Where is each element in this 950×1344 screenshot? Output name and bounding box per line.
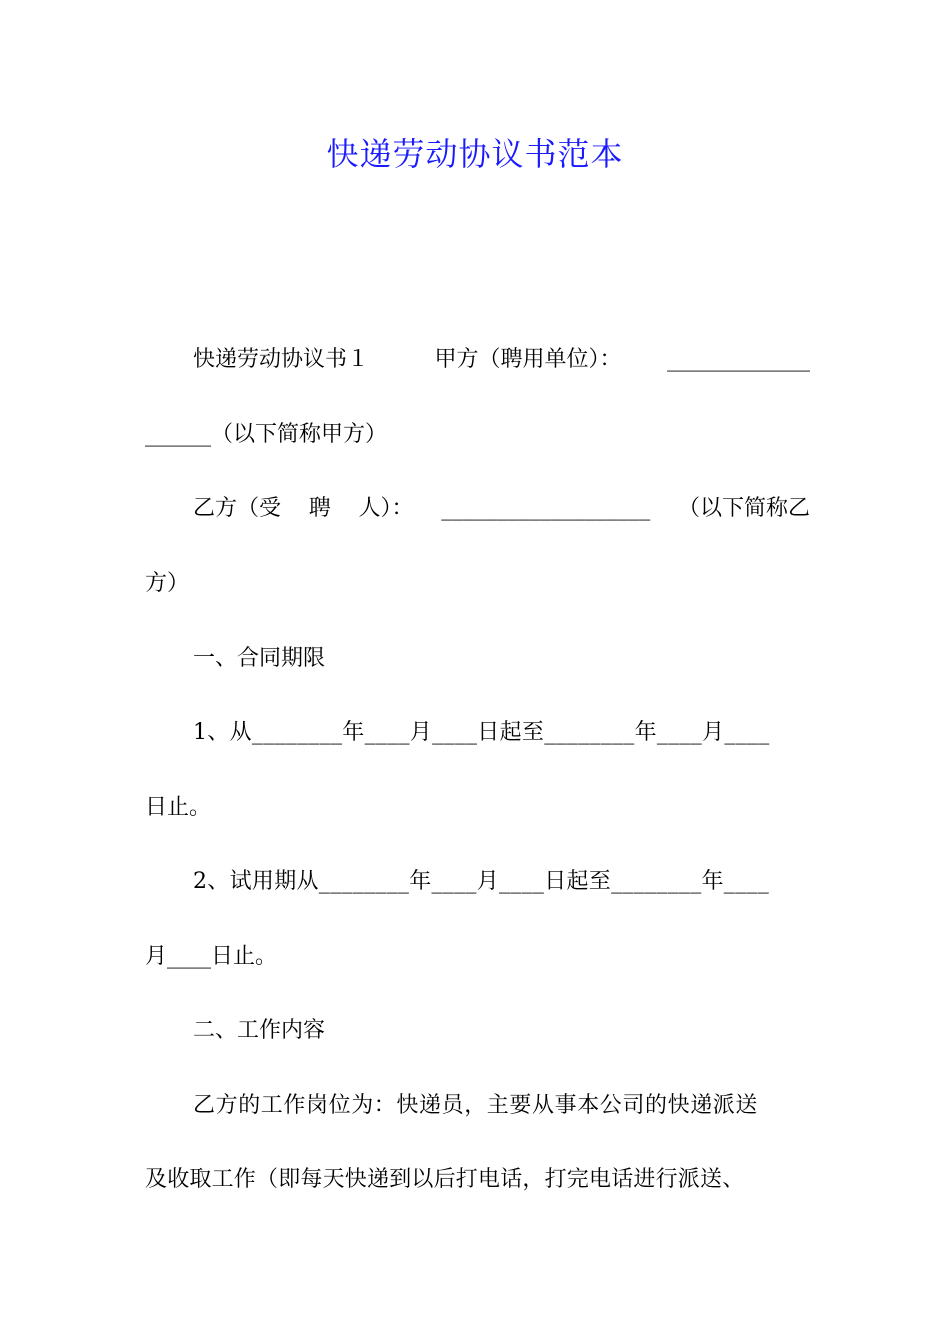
party-a-line [193, 345, 810, 375]
party-b-label-a: 乙方（受 [193, 496, 282, 521]
party-a-blank: _____________ [667, 347, 810, 372]
party-b-blank: ___________________ [441, 496, 651, 521]
work-content-line-2: 及收取工作（即每天快递到以后打电话，打完电话进行派送、 [145, 1167, 745, 1192]
party-b-label-b: 聘 [308, 496, 331, 521]
section-heading-term: 一、合同期限 [193, 646, 326, 671]
party-b-line [193, 494, 810, 524]
agreement-label: 快递劳动协议书１ [193, 347, 370, 372]
probation-line: 2、试用期从________年____月____日起至________年____ [193, 869, 769, 894]
party-b-abbrev-line: 方） [145, 571, 190, 596]
party-b-abbrev: （以下简称乙 [677, 496, 810, 521]
contract-term-end-line: 日止。 [145, 795, 212, 820]
document-title: 快递劳动协议书范本 [326, 135, 624, 173]
work-content-line-1: 乙方的工作岗位为：快递员，主要从事本公司的快递派送 [193, 1093, 759, 1118]
contract-term-line: 1、从________年____月____日起至________年____月____ [193, 720, 770, 745]
party-b-label-c: 人）： [358, 496, 414, 521]
party-a-abbrev-line: ______（以下简称甲方） [145, 422, 388, 447]
probation-end-line: 月____日止。 [145, 944, 278, 969]
section-heading-work: 二、工作内容 [193, 1018, 326, 1043]
party-a-label: 甲方（聘用单位）： [434, 347, 622, 372]
